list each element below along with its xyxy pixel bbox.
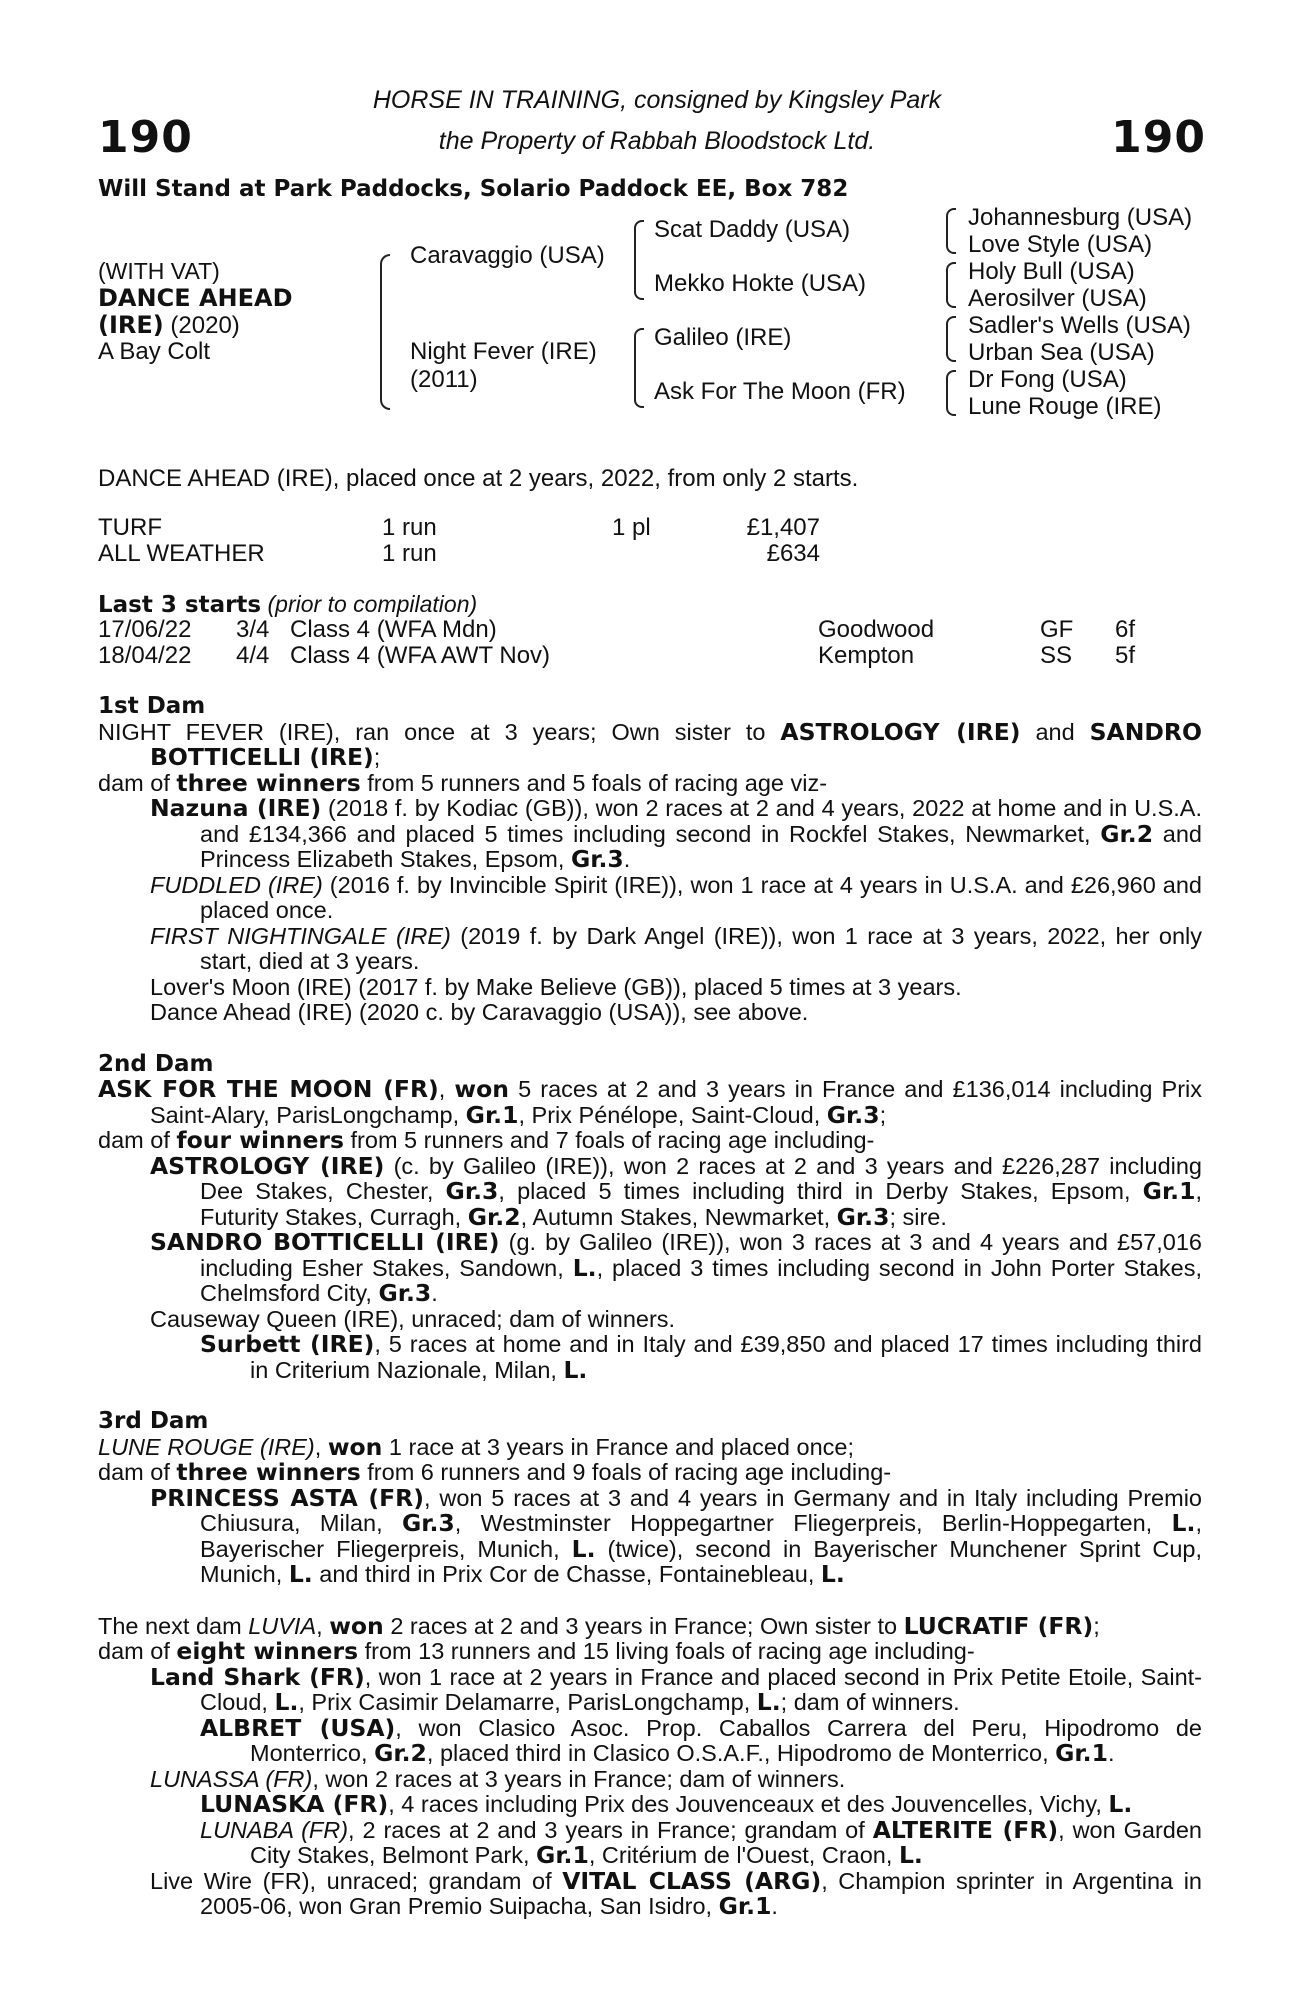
pedigree-brace-3a: [946, 208, 956, 254]
second-dam-progeny-3: Causeway Queen (IRE), unraced; dam of winners.: [150, 1305, 676, 1332]
pedigree-sire: Caravaggio (USA): [410, 242, 605, 269]
pedigree-brace-main: [380, 254, 390, 410]
next-dam-line-2: dam of eight winners from 13 runners and 15 living foals of racing age including-: [98, 1637, 975, 1665]
first-dam-line-2: dam of three winners from 5 runners and 5 foals of racing age viz-: [98, 768, 828, 797]
start-date-2: 18/04/22: [98, 642, 192, 669]
next-dam-progeny-4: LUNASKA (FR), 4 races including Prix des Jouvenceaux et des Jouvencelles, Vichy, L.: [200, 1790, 1133, 1818]
start-pos-2: 4/4: [236, 642, 270, 669]
pedigree-dss: Sadler's Wells (USA): [968, 312, 1191, 339]
second-dam-heading: 2nd Dam: [98, 1050, 214, 1077]
start-race-1: Class 4 (WFA Mdn): [290, 616, 497, 643]
start-dist-2: 5f: [1115, 642, 1136, 669]
second-dam-progeny-1: ASTROLOGY (IRE) (c. by Galileo (IRE)), won 2 races at 2 and 3 years and £226,287 including Dee Stakes, Chester, Gr.3, placed 5 times including third in Derby Stakes, Epsom, Gr.1, Futurity Stakes, Curragh, Gr.2, Autumn Stakes, Newmarket, Gr.3; sire.: [150, 1151, 1202, 1231]
pedigree-dd: Ask For The Moon (FR): [654, 378, 906, 405]
next-dam-line-1: The next dam LUVIA, won 2 races at 2 and 3 years in France; Own sister to LUCRATIF (FR);: [98, 1611, 1100, 1640]
pedigree-ssd: Love Style (USA): [968, 231, 1153, 258]
next-dam-progeny-6: Live Wire (FR), unraced; grandam of VITAL CLASS (ARG), Champion sprinter in Argentina in 2005-06, won Gran Premio Suipacha, San Isidro, Gr.1.: [150, 1866, 1202, 1920]
horse-name: DANCE AHEAD: [98, 284, 293, 312]
horse-country: (IRE): [98, 311, 164, 339]
second-dam-progeny-4: Surbett (IRE), 5 races at home and in Italy and £39,850 and placed 17 times including third in Criterium Nazionale, Milan, L.: [200, 1330, 1203, 1384]
next-dam-progeny-5: LUNABA (FR), 2 races at 2 and 3 years in France; grandam of ALTERITE (FR), won Garden City Stakes, Belmont Park, Gr.1, Critérium de l'Ouest, Craon, L.: [200, 1815, 1202, 1869]
horse-name-suffix: [98, 311, 240, 340]
record-runs-1: 1 run: [382, 514, 437, 541]
third-dam-line-2: dam of three winners from 6 runners and 9 foals of racing age including-: [98, 1458, 892, 1486]
third-dam-line-1: LUNE ROUGE (IRE), won 1 race at 3 years in France and placed once;: [98, 1432, 854, 1461]
last-starts-header: [98, 591, 477, 618]
stabling-line: Will Stand at Park Paddocks, Solario Paddock EE, Box 782: [98, 176, 849, 202]
start-going-1: GF: [1040, 616, 1074, 643]
start-pos-1: 3/4: [236, 616, 270, 643]
pedigree-ss: Scat Daddy (USA): [654, 216, 851, 243]
second-dam-progeny-2: SANDRO BOTTICELLI (IRE) (g. by Galileo (IRE)), won 3 races at 3 and 4 years and £57,016 including Esher Stakes, Sandown, L., placed 3 times including second in John Porter Stakes, Chelmsford City, Gr.3.: [150, 1228, 1202, 1307]
race-summary: DANCE AHEAD (IRE), placed once at 2 years, 2022, from only 2 starts.: [98, 465, 859, 492]
third-dam-heading: 3rd Dam: [98, 1408, 209, 1434]
pedigree-dam-year: (2011): [410, 366, 478, 393]
lot-number-left: 190: [98, 112, 193, 163]
pedigree-ds: Galileo (IRE): [654, 324, 792, 351]
consignment-line: HORSE IN TRAINING, consigned by Kingsley Park: [372, 86, 942, 114]
record-surface-2: ALL WEATHER: [98, 540, 265, 567]
dam-sections: [98, 694, 1202, 1920]
first-dam-progeny-1: Nazuna (IRE) (2018 f. by Kodiac (GB)), won 2 races at 2 and 4 years, 2022 at home and in U.S.A. and £134,366 and placed 5 times including second in Rockfel Stakes, Newmarket, Gr.2 and Princess Elizabeth Stakes, Epsom, Gr.3.: [150, 794, 1202, 873]
record-earnings-1: £1,407: [746, 514, 820, 541]
next-dam-progeny-1: Land Shark (FR), won 1 race at 2 years in France and placed second in Prix Petite Etoile, Saint-Cloud, L., Prix Casimir Delamarre, ParisLongchamp, L.; dam of winners.: [150, 1662, 1202, 1716]
record-earnings-2: £634: [766, 540, 820, 567]
start-going-2: SS: [1040, 642, 1073, 669]
second-dam-line-2: dam of four winners from 5 runners and 7 foals of racing age including-: [98, 1126, 875, 1154]
pedigree-dsd: Urban Sea (USA): [968, 339, 1155, 366]
pedigree-sd: Mekko Hokte (USA): [654, 270, 867, 297]
record-placed-1: 1 pl: [612, 514, 651, 541]
pedigree-brace-dam: [634, 328, 644, 408]
start-course-1: Goodwood: [818, 616, 935, 643]
pedigree-ddd: Lune Rouge (IRE): [968, 393, 1162, 420]
horse-year: (2020): [163, 312, 240, 339]
start-course-2: Kempton: [818, 642, 915, 669]
pedigree-brace-3d: [946, 370, 956, 416]
pedigree-brace-3c: [946, 316, 956, 362]
pedigree-sds: Holy Bull (USA): [968, 258, 1135, 285]
first-dam-progeny-4: Lover's Moon (IRE) (2017 f. by Make Believe (GB)), placed 5 times at 3 years.: [150, 973, 962, 1000]
start-dist-1: 6f: [1115, 616, 1136, 643]
pedigree-dam: Night Fever (IRE): [410, 338, 597, 365]
first-dam-heading: 1st Dam: [98, 693, 206, 719]
first-dam-progeny-2: FUDDLED (IRE) (2016 f. by Invincible Spirit (IRE)), won 1 race at 4 years in U.S.A. and £26,960 and placed once.: [150, 871, 1202, 923]
second-dam-line-1: ASK FOR THE MOON (FR), won 5 races at 2 and 3 years in France and £136,014 including Prix Saint-Alary, ParisLongchamp, Gr.1, Prix Pénélope, Saint-Cloud, Gr.3;: [98, 1075, 1202, 1129]
start-race-2: Class 4 (WFA AWT Nov): [290, 642, 551, 669]
first-dam-progeny-3: FIRST NIGHTINGALE (IRE) (2019 f. by Dark Angel (IRE)), won 1 race at 3 years, 2022, her only start, died at 3 years.: [150, 922, 1202, 974]
horse-description: A Bay Colt: [98, 338, 211, 365]
start-date-1: 17/06/22: [98, 616, 192, 643]
pedigree-sss: Johannesburg (USA): [968, 204, 1193, 231]
next-dam-progeny-2: ALBRET (USA), won Clasico Asoc. Prop. Caballos Carrera del Peru, Hipodromo de Monterrico, Gr.2, placed third in Clasico O.S.A.F., Hipodromo de Monterrico, Gr.1.: [200, 1713, 1202, 1767]
third-dam-progeny-1: PRINCESS ASTA (FR), won 5 races at 3 and 4 years in Germany and in Italy including Premio Chiusura, Milan, Gr.3, Westminster Hoppegartner Fliegerpreis, Berlin-Hoppegarten, L., Bayerischer Fliegerpreis, Munich, L. (twice), second in Bayerischer Munchener Sprint Cup, Munich, L. and third in Prix Cor de Chasse, Fontainebleau, L.: [150, 1483, 1202, 1588]
pedigree-brace-sire: [634, 220, 644, 300]
property-line: the Property of Rabbah Bloodstock Ltd.: [438, 127, 876, 155]
lot-number-right: 190: [1111, 112, 1206, 163]
record-runs-2: 1 run: [382, 540, 437, 567]
first-dam-line-1: NIGHT FEVER (IRE), ran once at 3 years; Own sister to ASTROLOGY (IRE) and SANDRO BOTTICELLI (IRE);: [98, 717, 1202, 771]
last-starts-note: (prior to compilation): [261, 591, 478, 617]
pedigree-brace-3b: [946, 262, 956, 308]
next-dam-progeny-3: LUNASSA (FR), won 2 races at 3 years in France; dam of winners.: [150, 1765, 846, 1792]
record-surface-1: TURF: [98, 514, 162, 541]
first-dam-progeny-5: Dance Ahead (IRE) (2020 c. by Caravaggio (USA)), see above.: [150, 999, 809, 1025]
vat-label: (WITH VAT): [98, 258, 220, 284]
pedigree-dds: Dr Fong (USA): [968, 366, 1127, 393]
last-starts-title: Last 3 starts: [98, 592, 262, 618]
pedigree-sdd: Aerosilver (USA): [968, 285, 1147, 312]
